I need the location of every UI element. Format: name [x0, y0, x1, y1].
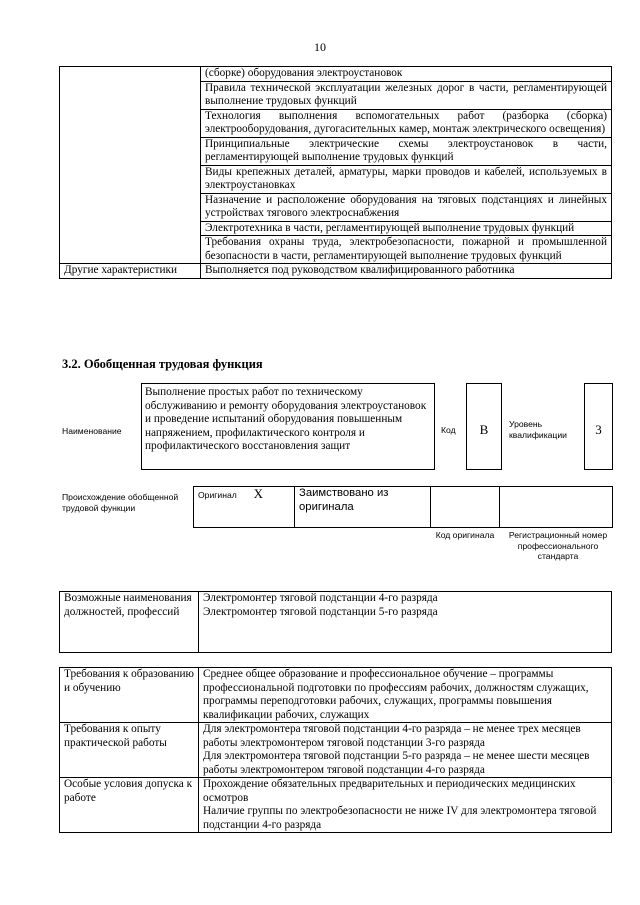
table-cell: Виды крепежных деталей, арматуры, марки проводов и кабелей, используемых в электроустановках [201, 165, 612, 193]
code-label: Код [441, 425, 456, 435]
borrowed-label: Заимствовано из оригинала [295, 487, 431, 528]
experience-value [199, 723, 612, 778]
other-characteristics-value: Выполняется под руководством квалифицированного работника [201, 264, 612, 279]
code-caption: Код оригинала [435, 530, 495, 540]
education-value [199, 668, 612, 723]
admission-value [199, 778, 612, 833]
table-row [60, 67, 612, 82]
table-row [60, 723, 612, 778]
position-item: Электромонтер тяговой подстанции 5-го разряда [203, 605, 438, 618]
knowledge-table [59, 66, 612, 279]
table-row [194, 487, 613, 528]
function-name-box: Выполнение простых работ по техническому обслуживанию и ремонту оборудования электроустановок и проведение испытаний оборудования повышенным напряжением, профилактического контроля и профилактического восстановления защит [141, 383, 435, 470]
requirements-table [59, 667, 612, 833]
code-value-box: B [466, 383, 502, 470]
table-cell: Технология выполнения вспомогательных работ (разборка (сборка) электрооборудования, дугогасительных камер, монтаж электрического освещения) [201, 109, 612, 137]
table-cell: Назначение и расположение оборудования на тяговых подстанциях и линейных устройствах тягового электроснабжения [201, 193, 612, 221]
name-label: Наименование [62, 426, 122, 436]
table-cell: (сборке) оборудования электроустановок [201, 67, 612, 82]
table-row [60, 264, 612, 279]
registration-number-cell [500, 487, 613, 528]
admission-label: Особые условия допуска к работе [60, 778, 199, 833]
requirement-line: Для электромонтера тяговой подстанции 4-го разряда – не менее трех месяцев работы электромонтером тяговой подстанции 3-го разряда [203, 723, 581, 749]
experience-label: Требования к опыту практической работы [60, 723, 199, 778]
table-row [60, 592, 612, 653]
original-mark: X [253, 486, 263, 501]
table-row [60, 668, 612, 723]
table-cell: Электротехника в части, регламентирующей выполнение трудовых функций [201, 221, 612, 236]
table-cell: Требования охраны труда, электробезопасности, пожарной и промышленной безопасности в части, регламентирующей выполнение трудовых функций [201, 236, 612, 264]
positions-value [199, 592, 612, 653]
original-label: Оригинал [198, 490, 237, 500]
positions-table [59, 591, 612, 653]
other-characteristics-label: Другие характеристики [60, 264, 201, 279]
origin-table [193, 486, 613, 528]
requirement-line: Наличие группы по электробезопасности не ниже IV для электромонтера тяговой подстанции 4-го разряда [203, 805, 597, 831]
requirement-line: Среднее общее образование и профессиональное обучение – программы профессиональной подготовки по профессиям рабочих, должностям служащих, программы переподготовки рабочих, служащих, программы повышения квалификации рабочих, служащих [203, 668, 589, 721]
registration-caption: Регистрационный номер профессионального стандарта [508, 530, 608, 561]
origin-label: Происхождение обобщенной трудовой функции [62, 492, 179, 513]
table-row [60, 778, 612, 833]
requirement-line: Прохождение обязательных предварительных и периодических медицинских осмотров [203, 778, 576, 804]
original-cell [194, 487, 295, 528]
level-value-box: 3 [584, 383, 613, 470]
requirement-line: Для электромонтера тяговой подстанции 5-го разряда – не менее шести месяцев работы электромонтером тяговой подстанции 4-го разряда [203, 750, 590, 776]
level-label: Уровень квалификации [509, 419, 567, 440]
original-code-cell [431, 487, 500, 528]
position-item: Электромонтер тяговой подстанции 4-го разряда [203, 592, 438, 604]
table-cell: Правила технической эксплуатации железных дорог в части, регламентирующей выполнение трудовых функций [201, 81, 612, 109]
empty-label-cell [60, 67, 201, 264]
section-title: 3.2. Обобщенная трудовая функция [62, 357, 263, 371]
education-label: Требования к образованию и обучению [60, 668, 199, 723]
table-cell: Принципиальные электрические схемы электроустановок в части, регламентирующей выполнение трудовых функций [201, 137, 612, 165]
page-number: 10 [314, 40, 326, 54]
positions-label: Возможные наименования должностей, профессий [60, 592, 199, 653]
